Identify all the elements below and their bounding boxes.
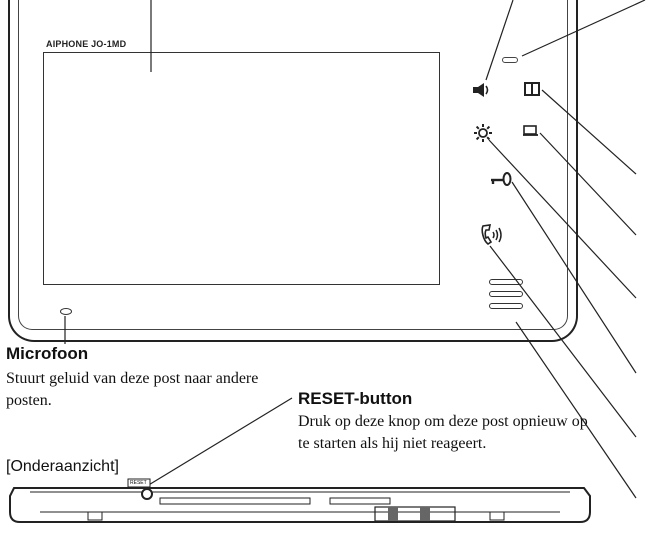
microphone-title: Microfoon <box>6 344 89 363</box>
bottom-view-device <box>10 479 590 522</box>
reset-button-description: Druk op deze knop om deze post opnieuw op te starten als hij niet reageert. <box>298 413 588 452</box>
settings-gear-icon <box>474 124 492 142</box>
bottom-view-label: [Onderaanzicht] <box>6 458 119 475</box>
screen-off-icon <box>523 126 538 135</box>
leader-line-led <box>522 0 645 56</box>
reset-marking-text: RESET <box>130 480 147 486</box>
call-talk-icon <box>482 225 501 244</box>
monitor-icon <box>525 83 539 95</box>
reset-button-hole <box>142 489 152 499</box>
reset-button-title: RESET-button <box>298 389 413 408</box>
leader-line-speaker <box>516 322 636 498</box>
brand-label: AIPHONE JO-1MD <box>46 39 127 49</box>
microphone-description: Stuurt geluid van deze post naar andere posten. <box>6 370 259 409</box>
leader-line-volume <box>486 0 513 80</box>
leader-line-monitor <box>542 90 636 174</box>
speaker-volume-icon <box>473 83 488 97</box>
door-key-icon <box>491 173 511 185</box>
leader-line-screen-off <box>540 133 636 235</box>
